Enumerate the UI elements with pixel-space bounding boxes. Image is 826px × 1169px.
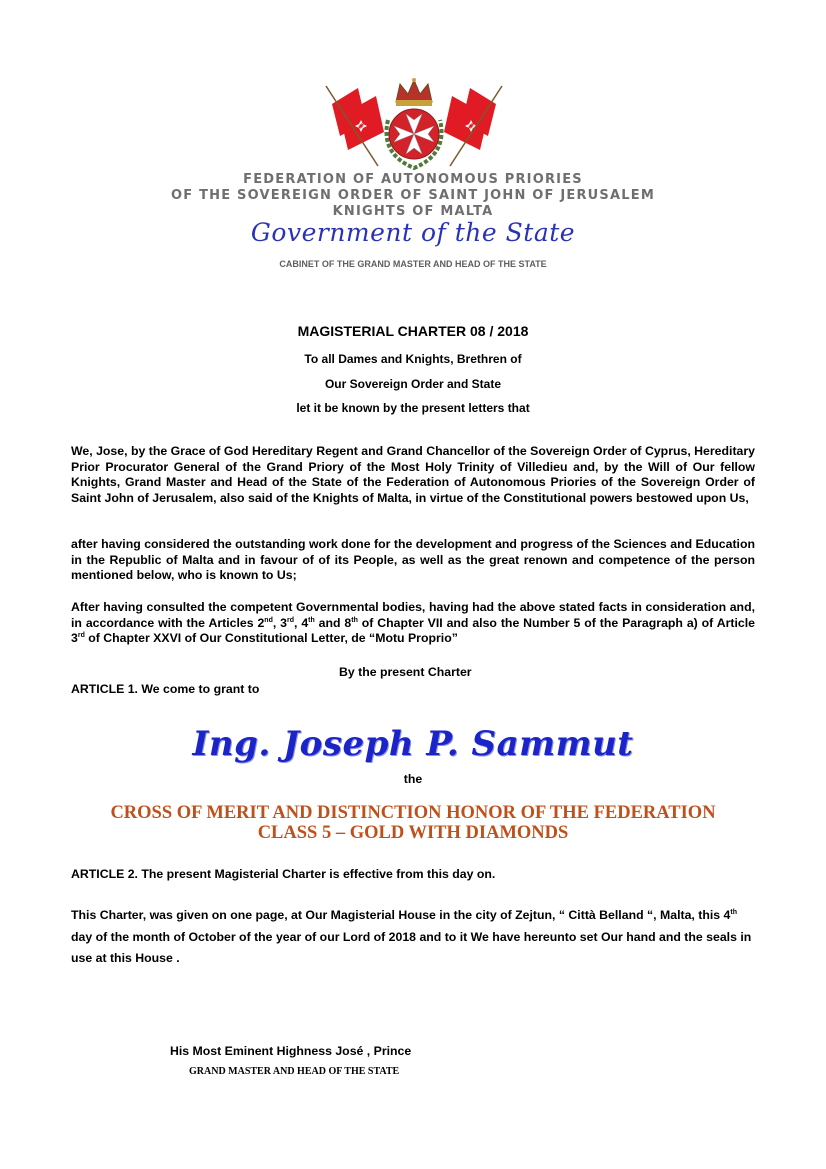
federation-line-3: KNIGHTS OF MALTA	[332, 204, 494, 219]
present-charter-label: By the present Charter	[339, 665, 472, 679]
coat-of-arms-emblem	[318, 76, 510, 174]
the-label: the	[403, 772, 423, 786]
intro-line-1: To all Dames and Knights, Brethren of	[304, 352, 522, 366]
intro-line-2: Our Sovereign Order and State	[324, 377, 502, 391]
article-2: ARTICLE 2. The present Magisterial Charter is effective from this day on.	[71, 867, 496, 881]
award-title-line-1: CROSS OF MERIT AND DISTINCTION HONOR OF THE FEDERATION	[110, 803, 716, 823]
intro-line-3: let it be known by the present letters that	[296, 401, 530, 415]
signatory-title: GRAND MASTER AND HEAD OF THE STATE	[189, 1066, 400, 1077]
paragraph-grand-master: We, Jose, by the Grace of God Hereditary Regent and Grand Chancellor of the Sovereign Order of Cyprus, Hereditary Prior Procurator General of the Grand Priory of the Most Holy Trinity of Villedieu and, by the Will of Our fellow Knights, Grand Master and Head of the State of the Federation of Autonomous Priories of the Sovereign Order of Saint John of Jerusalem, also said of the Knights of Malta, in virtue of the Constitutional powers bestowed upon Us,	[71, 444, 755, 506]
article-1: ARTICLE 1. We come to grant to	[71, 682, 260, 696]
federation-line-2: OF THE SOVEREIGN ORDER OF SAINT JOHN OF JERUSALEM	[171, 188, 655, 203]
recipient-name: Ing. Joseph P. Sammut	[192, 724, 634, 764]
crown	[396, 78, 432, 106]
given-statement: This Charter, was given on one page, at Our Magisterial House in the city of Zejtun, “ Città Belland “, Malta, this 4th day of the month of October of the year of our Lord of 2018 and to it We have hereunto set Our hand and the seals in use at this House .	[71, 908, 752, 965]
federation-line-1: FEDERATION OF AUTONOMOUS PRIORIES	[243, 172, 583, 187]
government-of-the-state-heading: Government of the State	[250, 218, 576, 247]
paragraph-considerations: after having considered the outstanding work done for the development and progress of the Sciences and Education in the Republic of Malta and in favour of of its People, as well as the great renown and competence of the person mentioned below, who is known to Us;	[71, 537, 755, 583]
charter-title: MAGISTERIAL CHARTER 08 / 2018	[297, 323, 529, 339]
signatory-name: His Most Eminent Highness José , Prince	[170, 1044, 412, 1058]
award-title-line-2: CLASS 5 – GOLD WITH DIAMONDS	[257, 823, 569, 843]
cabinet-subheading: CABINET OF THE GRAND MASTER AND HEAD OF THE STATE	[279, 259, 547, 269]
paragraph-constitutional-articles: After having consulted the competent Governmental bodies, having had the above stated facts in consideration and, in accordance with the Articles 2nd, 3rd, 4th and 8th of Chapter VII and also the Number 5 of the Paragraph a) of Article 3rd of Chapter XXVI of Our Constitutional Letter, de “Motu Proprio”	[71, 600, 755, 646]
